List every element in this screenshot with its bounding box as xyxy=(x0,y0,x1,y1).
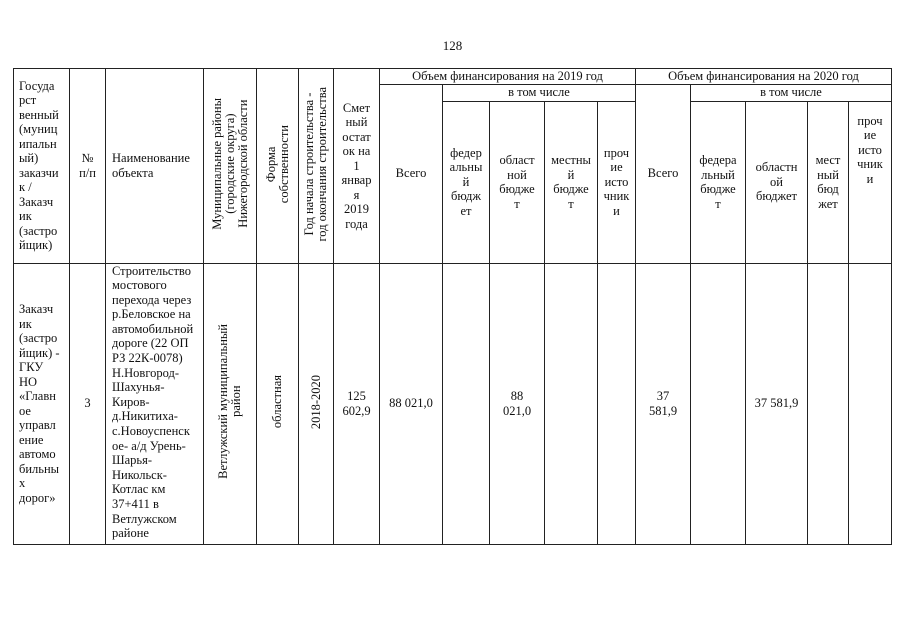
local-2019-header: местны й бюдже т xyxy=(545,101,598,263)
other-2019-cell xyxy=(598,263,636,544)
page-number: 128 xyxy=(442,38,463,53)
number-header: № п/п xyxy=(70,69,106,264)
regional-2019-cell: 88 021,0 xyxy=(490,263,545,544)
local-2020-header: мест ный бюд жет xyxy=(808,101,849,263)
including-2019-header: в том числе xyxy=(443,84,636,101)
federal-2019-cell xyxy=(443,263,490,544)
federal-2019-header: федер альны й бюдж ет xyxy=(443,101,490,263)
ownership-cell: областная xyxy=(257,263,299,544)
financing-2020-header: Объем финансирования на 2020 год xyxy=(636,69,892,85)
financing-2019-header: Объем финансирования на 2019 год xyxy=(380,69,636,85)
total-2019-header: Всего xyxy=(380,84,443,263)
local-2019-cell xyxy=(545,263,598,544)
regional-2020-cell: 37 581,9 xyxy=(746,263,808,544)
ownership-header: Форма собственности xyxy=(257,69,299,264)
estimate-header: Смет ный остат ок на 1 январ я 2019 года xyxy=(334,69,380,264)
number-cell: 3 xyxy=(70,263,106,544)
regional-2020-header: областн ой бюджет xyxy=(746,101,808,263)
other-2020-header: проч ие исто чник и xyxy=(849,101,892,263)
total-2019-cell: 88 021,0 xyxy=(380,263,443,544)
other-2020-cell xyxy=(849,263,892,544)
local-2020-cell xyxy=(808,263,849,544)
regional-2019-header: област ной бюдже т xyxy=(490,101,545,263)
customer-cell: Заказч ик (застро йщик) - ГКУ НО «Главн ое управл ение автомо бильны х дорог» xyxy=(14,263,70,544)
table-row xyxy=(14,263,892,544)
construction-years-header: Год начала строительства - год окончания строительства xyxy=(299,69,334,264)
including-2020-header: в том числе xyxy=(691,84,892,101)
estimate-cell: 125 602,9 xyxy=(334,263,380,544)
federal-2020-cell xyxy=(691,263,746,544)
years-cell: 2018-2020 xyxy=(299,263,334,544)
total-2020-header: Всего xyxy=(636,84,691,263)
total-2020-cell: 37 581,9 xyxy=(636,263,691,544)
object-name-cell: Строительство мостового перехода через р.Беловское на автомобильной дороге (22 ОП РЗ 22К-0078) Н.Новгород- Шахунья- Киров- д.Никитиха- с.Новоуспенск ое- а/д Урень- Шарья- Никольск- Котлас км 37+411 в Ветлужском районе xyxy=(106,263,204,544)
federal-2020-header: федера льный бюдже т xyxy=(691,101,746,263)
other-2019-header: проч ие исто чник и xyxy=(598,101,636,263)
districts-header: Муниципальные районы (городские округа) Нижегородской области xyxy=(204,69,257,264)
district-cell: Ветлужский муниципальный район xyxy=(204,263,257,544)
object-name-header: Наименование объекта xyxy=(106,69,204,264)
customer-header: Госуда рст венный (муниц ипальн ый) заказчи к / Заказч ик (застро йщик) xyxy=(14,69,70,264)
financing-table xyxy=(13,68,892,545)
